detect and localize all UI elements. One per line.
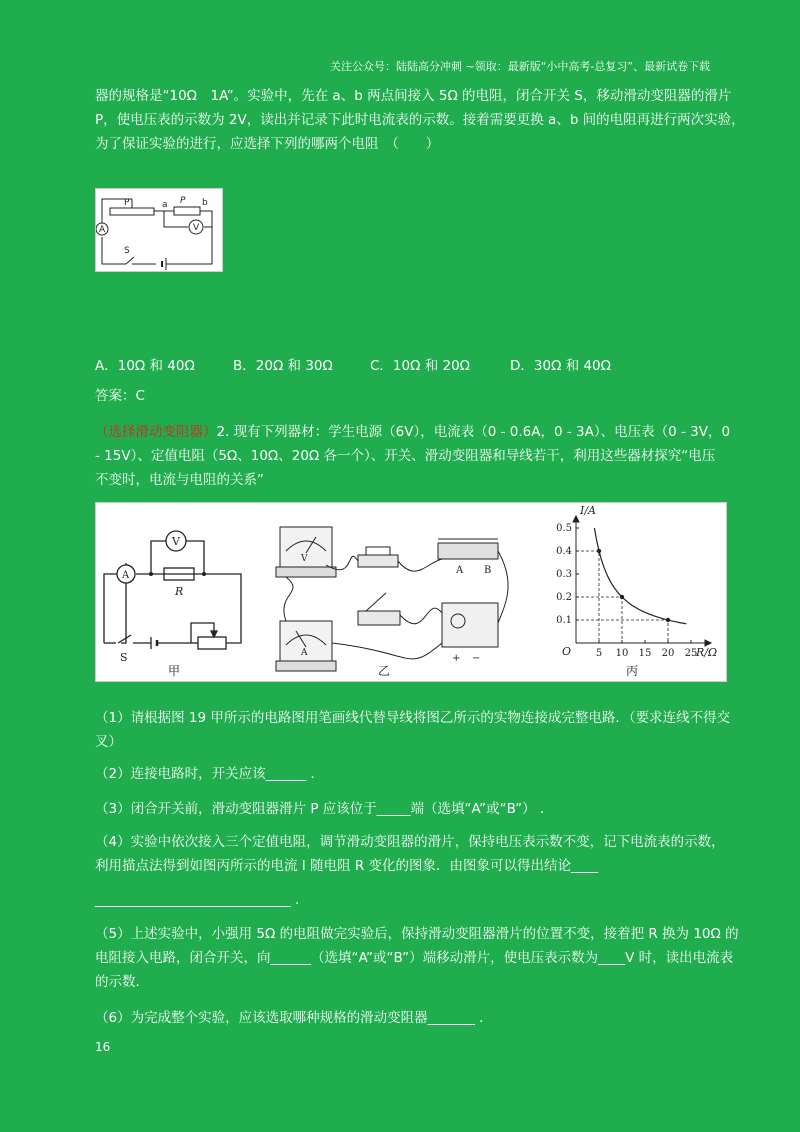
yi-meter-v-label: V (301, 554, 308, 564)
q2-intro-first: 2. 现有下列器材：学生电源（6V），电流表（0 - 0.6A，0 - 3A）、电压表（0 - 3V，0 (216, 424, 731, 440)
page-number: 16 (95, 1040, 111, 1054)
q1-label-b: b (202, 198, 208, 208)
chart-origin-label: O (562, 645, 572, 658)
sub4-line-c: _____________________________ . (95, 892, 300, 908)
q1-label-a: a (162, 200, 168, 210)
sub5-line-c: 的示数． (95, 974, 149, 990)
sub4 (95, 830, 775, 912)
option-b: B．20Ω 和 30Ω (233, 358, 333, 374)
chart-y-tick-label: 0.2 (556, 592, 572, 603)
q2-intro-line1 (95, 420, 775, 444)
q1-circuit-figure (95, 188, 223, 272)
chart-y-tick-label: 0.1 (556, 615, 572, 626)
q2-intro (95, 420, 775, 492)
chart-y-arrow (573, 516, 579, 522)
chart-curve (594, 528, 686, 624)
chart-point (597, 549, 601, 553)
jia-voltmeter-label: V (172, 535, 180, 548)
jia-caption: 甲 (168, 664, 181, 678)
chart-x-tick-label: 15 (638, 648, 652, 659)
sub1 (95, 706, 775, 754)
q1-label-ammeter: A (99, 225, 106, 235)
q1-text (95, 84, 775, 156)
yi-meter-a-label: A (301, 648, 308, 658)
chart-x-tick-label: 10 (615, 648, 629, 659)
yi-plus-label: + (452, 653, 461, 664)
sub2: （2）连接电路时，开关应该______ . (95, 766, 315, 782)
chart-y-tick-label: 0.3 (556, 569, 572, 580)
sub4-line-a: （4）实验中依次接入三个定值电阻，调节滑动变阻器的滑片，保持电压表示数不变，记下电流表的示数， (95, 834, 725, 850)
q2-intro-line2: - 15V）、定值电阻（5Ω、10Ω、20Ω 各一个）、开关、滑动变阻器和导线若干，利用这些器材探究“电压 (95, 448, 716, 464)
q2-figure (95, 502, 727, 682)
bing-chart (546, 503, 726, 681)
q1-line1: 器的规格是“10Ω 1A”。实验中，先在 a、b 两点间接入 5Ω 的电阻，闭合开关 S，移动滑动变阻器的滑片 (95, 88, 732, 104)
jia-ammeter-label: A (122, 570, 130, 581)
yi-caption: 乙 (378, 664, 391, 678)
yi-apparatus (266, 503, 526, 681)
jia-switch-label: S (120, 651, 128, 664)
sub5-line-b: 电阻接入电路，闭合开关，向______（选填“A”或“B”）端移动滑片，使电压表示数为____V 时，读出电流表 (95, 950, 734, 966)
q1-label-voltmeter: V (193, 223, 200, 233)
q1-line2: P，使电压表的示数为 2V，读出并记录下此时电流表的示数。接着需要更换 a、b 间的电阻再进行两次实验， (95, 112, 745, 128)
chart-ylabel: I/A (580, 504, 596, 517)
q1-line3: 为了保证实验的进行，应选择下列的哪两个电阻 （ ） (95, 136, 440, 152)
chart-xlabel: R/Ω (696, 646, 718, 659)
chart-y-tick-label: 0.5 (556, 523, 572, 534)
jia-resistor-label: R (175, 585, 184, 598)
q2-intro-line3: 不变时，电流与电阻的关系” (95, 472, 264, 488)
sub6: （6）为完成整个实验，应该选取哪种规格的滑动变阻器_______ . (95, 1010, 484, 1026)
q2-tag: （选择滑动变阻器） (95, 424, 217, 440)
yi-rheo-b-label: B (484, 565, 492, 576)
q1-label-p-top: P (124, 198, 130, 208)
jia-circuit (96, 503, 256, 681)
chart-point (620, 595, 624, 599)
sub5 (95, 922, 775, 994)
sub4-line-b: 利用描点法得到如图丙所示的电流 I 随电阻 R 变化的图象．由图象可以得出结论____ (95, 858, 599, 874)
chart-y-tick-label: 0.4 (556, 546, 572, 557)
sub3: （3）闭合开关前，滑动变阻器滑片 P 应该位于_____端（选填“A”或“B”） . (95, 801, 545, 817)
sub1-line-a: （1）请根据图 19 甲所示的电路图用笔画线代替导线将图乙所示的实物连接成完整电路．（要求连线不得交 (95, 710, 731, 726)
q1-label-switch: S (124, 246, 130, 256)
header-note: 关注公众号：陆陆高分冲刺 ~领取：最新版“小中高考-总复习”、最新试卷下载 (330, 60, 711, 73)
chart-x-tick-label: 25 (684, 648, 698, 659)
bing-caption: 丙 (626, 664, 639, 678)
chart-x-tick-label: 5 (595, 648, 603, 659)
sub5-line-a: （5）上述实验中，小强用 5Ω 的电阻做完实验后，保持滑动变阻器滑片的位置不变，接着把 R 换为 10Ω 的 (95, 926, 739, 942)
option-c: C．10Ω 和 20Ω (370, 358, 470, 374)
yi-rheo-a-label: A (456, 565, 464, 576)
chart-x-tick-label: 20 (661, 648, 675, 659)
chart-point (666, 618, 670, 622)
q1-label-p-slider: P (180, 196, 186, 206)
option-d: D．30Ω 和 40Ω (510, 358, 611, 374)
q1-answer: 答案：C (95, 388, 145, 404)
option-a: A．10Ω 和 40Ω (95, 358, 195, 374)
yi-minus-label: − (472, 653, 481, 664)
sub1-line-b: 叉） (95, 734, 122, 750)
